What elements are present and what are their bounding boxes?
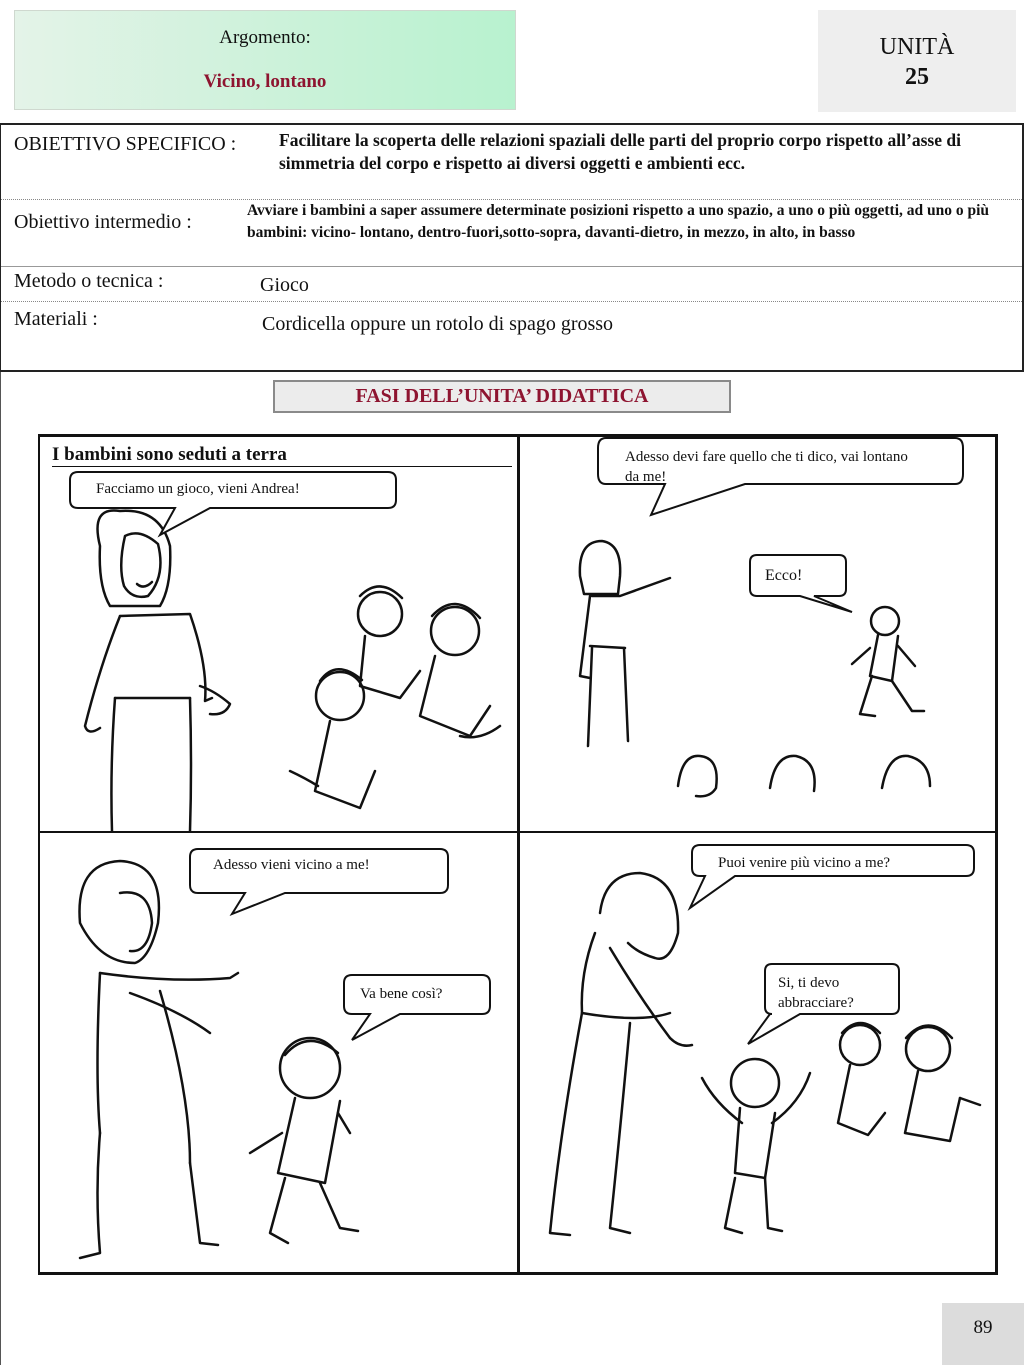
panel2-child-bubble-text: Ecco!	[765, 567, 803, 584]
intermediate-objective-text: Avviare i bambini a saper assumere determinate posizioni rispetto a uno spazio, a uno o più oggetti, ad uno o più bambini: vicino- lontano, dentro-fuori,sotto-sopra, davanti-dietro, in mezzo, in alto, in basso	[247, 202, 990, 241]
unit-number: 25	[905, 64, 929, 90]
panel4-teacher-bubble-text: Puoi venire più vicino a me?	[718, 855, 891, 871]
method-text: Gioco	[260, 274, 309, 296]
comic-caption: I bambini sono seduti a terra	[52, 444, 287, 465]
phases-heading: FASI DELL’UNITA’ DIDATTICA	[273, 380, 731, 413]
method-label: Metodo o tecnica :	[14, 270, 164, 292]
panel3-teacher-bubble-text: Adesso vieni vicino a me!	[213, 857, 370, 873]
materials-label: Materiali :	[14, 308, 98, 330]
panel3-child-bubble-text: Va bene così?	[360, 986, 443, 1002]
panel1-bubble-text: Facciamo un gioco, vieni Andrea!	[96, 481, 300, 497]
topic-label: Argomento:	[219, 27, 311, 48]
panel2-teacher-bubble-text: Adesso devi fare quello che ti dico, vai lontano da me!	[625, 449, 908, 485]
materials-text: Cordicella oppure un rotolo di spago grosso	[262, 313, 614, 335]
topic-title: Vicino, lontano	[203, 71, 327, 92]
specific-objective-label: OBIETTIVO SPECIFICO :	[14, 133, 237, 155]
page-number: 89	[942, 1303, 1024, 1365]
intermediate-objective-label: Obiettivo intermedio :	[14, 211, 192, 233]
panel4-child-bubble-text: Si, ti devo abbracciare?	[778, 975, 854, 1011]
specific-objective-text: Facilitare la scoperta delle relazioni spaziali delle parti del proprio corpo rispetto all’asse di simmetria del corpo e rispetto ai diversi oggetti e ambienti ecc.	[279, 130, 961, 173]
unit-label: UNITÀ	[879, 34, 955, 60]
